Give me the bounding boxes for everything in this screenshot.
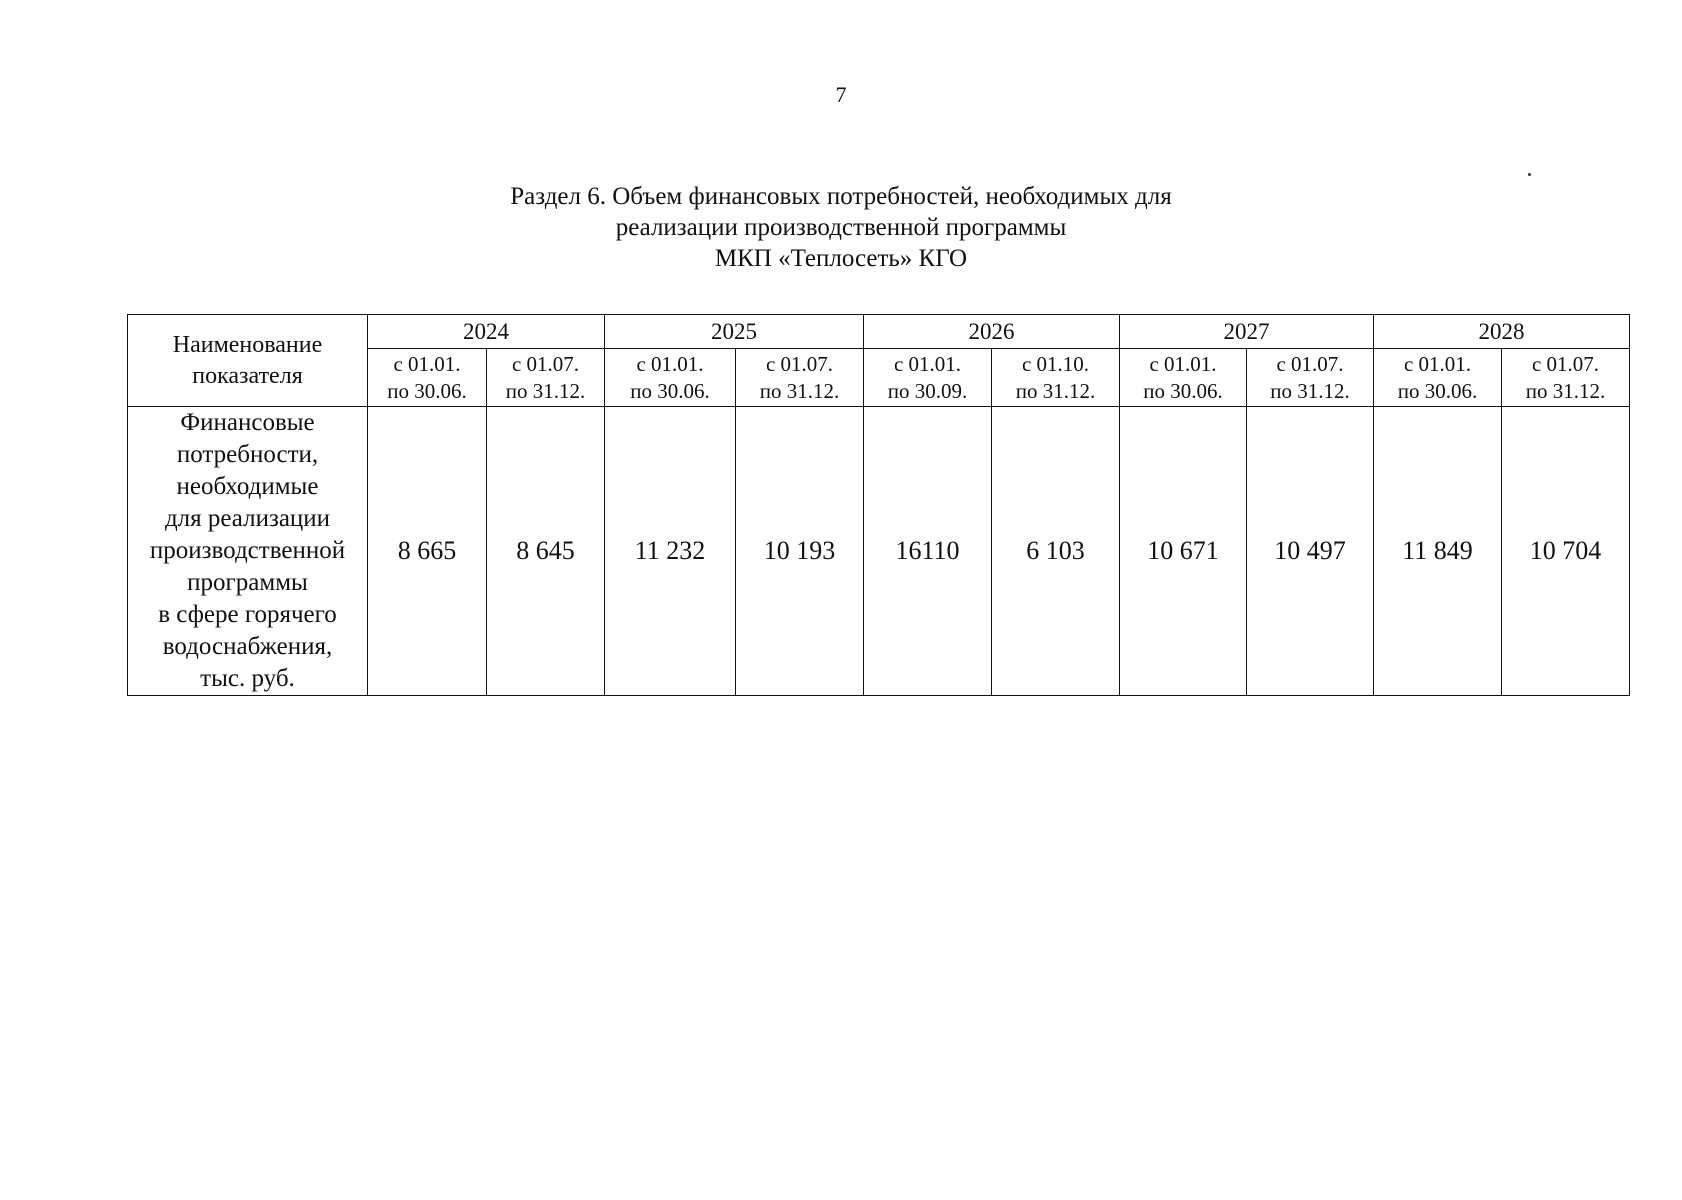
year-header-row <box>128 315 1630 349</box>
section-title-line-1: Раздел 6. Объем финансовых потребностей, необходимых для <box>510 183 1172 210</box>
indicator-line: Финансовые <box>180 409 315 436</box>
scan-speck <box>1528 173 1531 176</box>
period-header <box>1502 349 1630 407</box>
period-to: по 31.12. <box>505 378 586 403</box>
indicator-line: необходимые <box>176 473 319 500</box>
period-to: по 30.06. <box>1397 378 1478 403</box>
period-header <box>1247 349 1374 407</box>
period-from: с 01.01. <box>636 351 704 376</box>
indicator-line: программы <box>187 569 308 596</box>
section-title-line-3: МКП «Теплосеть» КГО <box>714 245 968 272</box>
period-header <box>736 349 864 407</box>
period-header <box>1374 349 1502 407</box>
period-from: с 01.07. <box>1276 351 1344 376</box>
section-title <box>0 181 1682 274</box>
period-from: с 01.01. <box>893 351 962 376</box>
period-to: по 31.12. <box>1015 378 1096 403</box>
indicator-line: тыс. руб. <box>200 665 295 692</box>
period-header <box>487 349 605 407</box>
indicator-name-header <box>128 315 368 407</box>
value-cell: 10 193 <box>736 407 864 696</box>
period-header <box>992 349 1120 407</box>
value-cell: 10 704 <box>1502 407 1630 696</box>
value-cell: 10 497 <box>1247 407 1374 696</box>
table-row <box>128 407 1630 696</box>
period-from: с 01.01. <box>1403 351 1472 376</box>
period-header <box>1120 349 1247 407</box>
period-to: по 31.12. <box>1525 378 1606 403</box>
period-to: по 30.06. <box>630 378 710 403</box>
period-to: по 30.06. <box>1143 378 1223 403</box>
indicator-line: производственной <box>149 537 346 564</box>
year-header-2025: 2025 <box>605 315 864 349</box>
period-to: по 30.09. <box>887 378 968 403</box>
value-cell: 11 849 <box>1374 407 1502 696</box>
value-cell: 11 232 <box>605 407 736 696</box>
year-header-2024: 2024 <box>368 315 605 349</box>
year-header-2028: 2028 <box>1374 315 1630 349</box>
period-header <box>605 349 736 407</box>
period-header <box>864 349 992 407</box>
indicator-line: в сфере горячего <box>158 601 337 628</box>
indicator-name-cell <box>128 407 368 696</box>
value-cell: 10 671 <box>1120 407 1247 696</box>
indicator-name-header-line-1: Наименование <box>172 331 323 358</box>
period-to: по 31.12. <box>1270 378 1350 403</box>
indicator-line: потребности, <box>176 441 319 468</box>
year-header-2026: 2026 <box>864 315 1120 349</box>
page-number: 7 <box>835 82 847 107</box>
period-from: с 01.07. <box>511 351 580 376</box>
period-from: с 01.10. <box>1021 351 1090 376</box>
value-cell: 8 665 <box>368 407 487 696</box>
period-from: с 01.01. <box>393 351 461 376</box>
period-to: по 30.06. <box>387 378 467 403</box>
section-title-line-2: реализации производственной программы <box>615 214 1067 241</box>
value-cell: 8 645 <box>487 407 605 696</box>
indicator-name-header-line-2: показателя <box>192 362 303 389</box>
period-from: с 01.01. <box>1149 351 1217 376</box>
indicator-line: для реализации <box>164 505 331 532</box>
indicator-line: водоснабжения, <box>162 633 333 660</box>
value-cell: 6 103 <box>992 407 1120 696</box>
period-from: с 01.07. <box>765 351 834 376</box>
financial-needs-table <box>127 314 1630 696</box>
year-header-2027: 2027 <box>1120 315 1374 349</box>
period-from: с 01.07. <box>1531 351 1600 376</box>
period-to: по 31.12. <box>759 378 840 403</box>
value-cell: 16110 <box>864 407 992 696</box>
period-header <box>368 349 487 407</box>
